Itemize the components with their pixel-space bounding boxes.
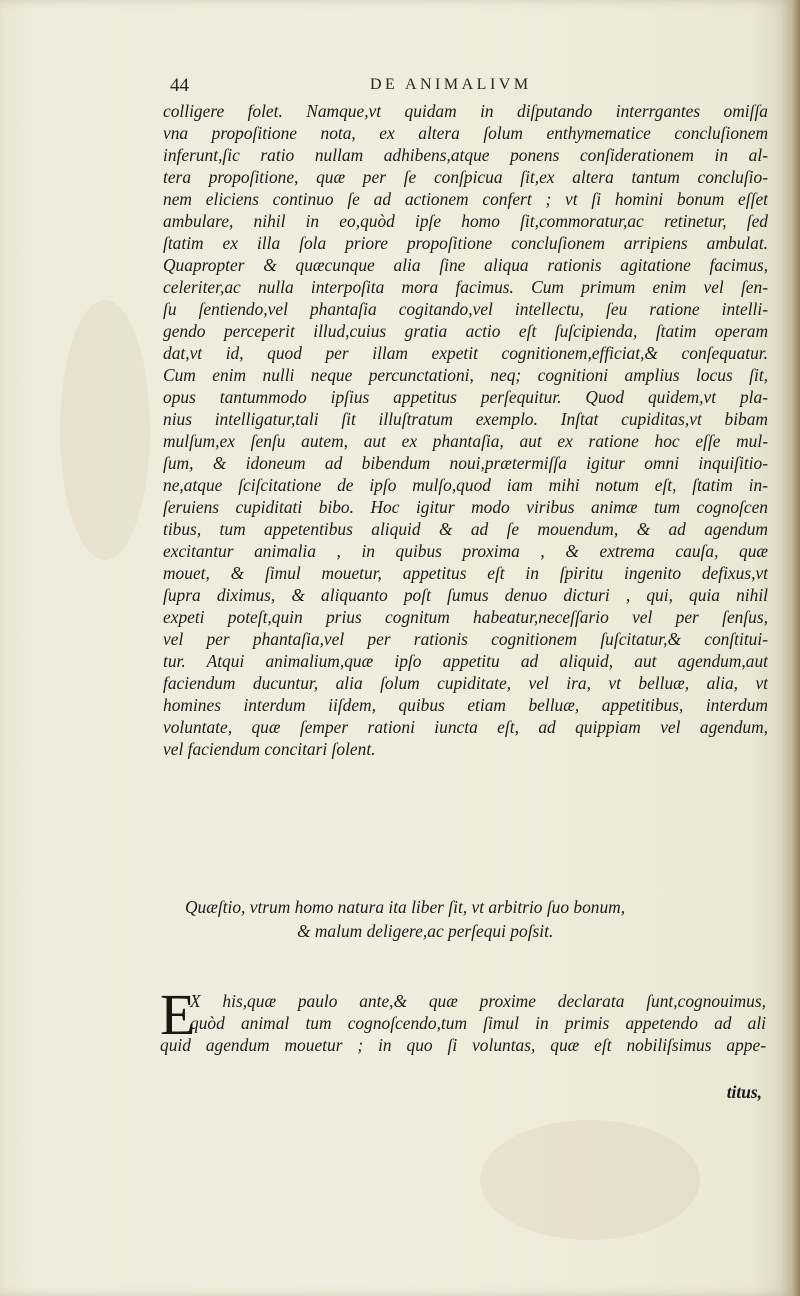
- text-line: opus tantummodo ipſius appetitus perſequitur. Quod quidem,vt pla-: [163, 387, 768, 407]
- text-line: homines interdum iiſdem, quibus etiam belluæ, appetitibus, interdum: [163, 695, 768, 715]
- text-line: ſu ſentiendo,vel phantaſia cogitando,vel intellectu, ſeu ratione intelli-: [163, 299, 768, 319]
- page-edge: [792, 0, 800, 1296]
- text-line: tibus, tum appetentibus aliquid & ad ſe mouendum, & ad agendum: [163, 519, 768, 539]
- text-line: mouet, & ſimul mouetur, appetitus eſt in ſpiritu ingenito defixus,vt: [163, 563, 768, 583]
- text-line: tur. Atqui animalium,quæ ipſo appetitu ad aliquid, aut agendum,aut: [163, 651, 768, 671]
- text-line: ſum, & idoneum ad bibendum noui,prætermiſſa igitur omni inquiſitio-: [163, 453, 768, 473]
- running-head: DE ANIMALIVM: [370, 76, 532, 93]
- text-line: ambulare, nihil in eo,quòd ipſe homo ſit,commoratur,ac retinetur, ſed: [163, 211, 768, 231]
- text-line: expeti poteſt,quin prius cognitum habeatur,neceſſario vel per ſenſus,: [163, 607, 768, 627]
- text-line: nius intelligatur,tali ſit illuſtratum exemplo. Inſtat cupiditas,vt bibam: [163, 409, 768, 429]
- text-line: Cum enim nulli neque percunctationi, neq; cognitioni amplius locus ſit,: [163, 365, 768, 385]
- catchword: titus,: [726, 1082, 762, 1102]
- text-line: colligere folet. Namque,vt quidam in diſputando interrgantes omiſſa: [163, 101, 768, 121]
- text-line: tera propoſitione, quæ per ſe conſpicua ſit,ex altera tantum concluſio-: [163, 167, 768, 187]
- text-line: mulſum,ex ſenſu autem, aut ex phantaſia, aut ex ratione hoc eſſe mul-: [163, 431, 768, 451]
- text-line: ne,atque ſciſcitatione de ipſo mulſo,quod iam mihi notum eſt, ſtatim in-: [163, 475, 768, 495]
- text-line: ſeruiens cupiditati bibo. Hoc igitur modo viribus animæ tum cognoſcen: [163, 497, 768, 517]
- drop-cap: E: [160, 982, 196, 1047]
- text-line: Quapropter & quæcunque alia ſine aliqua rationis agitatione facimus,: [163, 255, 768, 275]
- section-heading: [185, 895, 765, 943]
- text-line: ſtatim ex illa ſola priore propoſitione concluſionem arripiens ambulat.: [163, 233, 768, 253]
- text-line: vel per phantaſia,vel per rationis cognitionem ſuſcitatur,& conſtitui-: [163, 629, 768, 649]
- heading-line: Quæſtio, vtrum homo natura ita liber ſit, vt arbitrio ſuo bonum,: [185, 897, 626, 917]
- page-number: 44: [170, 75, 189, 96]
- text-line: vel faciendum concitari ſolent.: [163, 739, 376, 759]
- text-line: gendo perceperit illud,cuius gratia actio eſt ſuſcipienda, ſtatim operam: [163, 321, 768, 341]
- text-line: quòd animal tum cognoſcendo,tum ſimul in primis appetendo ad ali: [190, 1013, 766, 1033]
- text-line: dat,vt id, quod per illam expetit cognitionem,efficiat,& conſequatur.: [163, 343, 768, 363]
- text-line: celeriter,ac nulla interpoſita mora facimus. Cum primum enim vel ſen-: [163, 277, 768, 297]
- second-paragraph: [160, 982, 766, 1056]
- paper-stain: [60, 300, 150, 560]
- text-line: vna propoſitione nota, ex altera ſolum enthymematice concluſionem: [163, 123, 768, 143]
- text-line: quid agendum mouetur ; in quo ſi voluntas, quæ eſt nobiliſsimus appe-: [160, 1035, 766, 1055]
- text-line: excitantur animalia , in quibus proxima , & extrema cauſa, quæ: [163, 541, 768, 561]
- paper-stain: [480, 1120, 700, 1240]
- main-paragraph: [163, 100, 768, 760]
- text-line: X his,quæ paulo ante,& quæ proxime declarata ſunt,cognouimus,: [190, 991, 766, 1011]
- text-line: ſupra diximus, & aliquanto poſt ſumus denuo dicturi , qui, quia nihil: [163, 585, 768, 605]
- text-line: faciendum ducuntur, alia ſolum cupiditate, vel ira, vt belluæ, alia, vt: [163, 673, 768, 693]
- page-header: [170, 75, 770, 99]
- heading-line: & malum deligere,ac perſequi poſsit.: [297, 921, 554, 941]
- text-line: nem eliciens continuo ſe ad actionem confert ; vt ſi homini bonum eſſet: [163, 189, 768, 209]
- text-line: voluntate, quæ ſemper rationi iuncta eſt, ad quippiam vel agendum,: [163, 717, 768, 737]
- text-line: inferunt,ſic ratio nullam adhibens,atque ponens conſiderationem in al-: [163, 145, 768, 165]
